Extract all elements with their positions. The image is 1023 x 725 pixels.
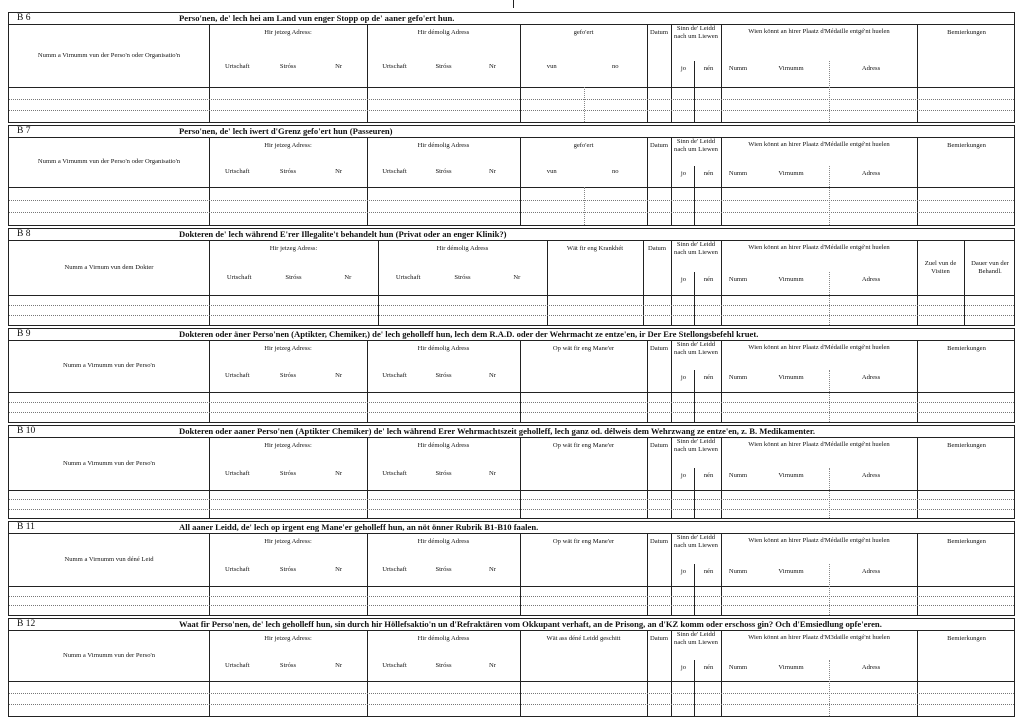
entry-row-line[interactable] — [9, 305, 1014, 306]
medal-address-subheader: Adress — [861, 170, 881, 177]
entry-row-line[interactable] — [9, 596, 1014, 597]
section-title: Dokteren oder aaner Perso'nen (Aptikter Chemiker) de' lech während Erer Wehrmachtszeit geholleff, lech ganz od. délweis dem Wehrzwang ze entze'en, z. B. Medikamenter. — [179, 426, 816, 436]
medal-header: Wien könnt an hirer Plaatz d'Médaille entgé'nt huelen — [748, 537, 890, 544]
nr-subheader: Nr — [489, 168, 496, 175]
section-table — [9, 533, 1014, 615]
alive-header: Sinn de' Leidd nach um Liewen — [674, 631, 718, 646]
street-subheader: Stróss — [435, 662, 452, 669]
nr-subheader: Nr — [335, 470, 343, 477]
medal-firstname-subheader: Virnumm — [778, 276, 804, 283]
date-header: Datum — [650, 538, 668, 545]
current-address-header: Hir jetzeg Adress: — [264, 442, 312, 449]
section-b8 — [8, 228, 1015, 326]
street-subheader: Stróss — [435, 372, 452, 379]
column-divider — [547, 240, 548, 325]
name-column-header: Numm a Virnumm vun der Perso'n — [62, 460, 156, 467]
town-subheader: Urtschaft — [382, 63, 407, 70]
header-divider — [9, 187, 1014, 188]
medal-name-subheader: Numm — [728, 65, 748, 72]
street-subheader: Stróss — [435, 566, 452, 573]
column-divider — [520, 437, 521, 518]
manner-header: Wät ass déné Leidd geschitt — [546, 635, 621, 642]
medal-address-subheader: Adress — [861, 664, 881, 671]
street-subheader: Stróss — [279, 662, 297, 669]
manner-header: Wät fir eng Krankhét — [566, 245, 624, 252]
column-divider — [721, 340, 722, 422]
alive-divider — [694, 166, 695, 225]
alive-divider — [694, 564, 695, 615]
remarks-header: Bemierkungen — [947, 142, 986, 149]
former-address-header: Hir démolig Adress — [417, 142, 470, 149]
remarks-header: Bemierkungen — [947, 29, 986, 36]
date-header: Datum — [650, 635, 668, 642]
column-divider — [520, 533, 521, 615]
column-divider — [520, 24, 521, 122]
section-title: Waat fir Perso'nen, de' lech geholleff hun, sin durch hir Höllefsaktio'n un d'Refraktären vom Okkupant verhaft, an de Prisong, an d'KZ komm oder erschoss gin? Och d'Emsiedlung opfe'eren. — [179, 619, 882, 629]
medal-firstname-subheader: Virnumm — [778, 472, 804, 479]
nr-subheader: Nr — [489, 662, 496, 669]
current-address-header: Hir jetzeg Adress: — [264, 345, 312, 352]
section-code: B 6 — [17, 13, 31, 23]
medal-address-subheader: Adress — [861, 374, 881, 381]
nr-subheader: Nr — [344, 274, 352, 281]
alive-no-subheader: nén — [703, 65, 714, 72]
alive-header: Sinn de' Leidd nach um Liewen — [674, 341, 718, 356]
manner-header: Op wät fir eng Mane'er — [552, 442, 615, 449]
column-divider — [917, 240, 918, 325]
entry-row-line[interactable] — [9, 402, 1014, 403]
remarks-header: Bemierkungen — [947, 538, 986, 545]
column-divider — [378, 240, 379, 325]
town-subheader: Urtschaft — [225, 63, 250, 70]
date-header: Datum — [650, 345, 668, 352]
medal-address-subheader: Adress — [861, 472, 881, 479]
page-top-mark — [513, 0, 514, 8]
street-subheader: Stróss — [279, 470, 297, 477]
section-code: B 7 — [17, 126, 31, 136]
former-address-header: Hir démolig Adress — [417, 538, 470, 545]
street-subheader: Stróss — [435, 168, 452, 175]
nr-subheader: Nr — [489, 566, 496, 573]
section-b6 — [8, 12, 1015, 123]
header-divider — [9, 586, 1014, 587]
street-subheader: Stróss — [454, 274, 471, 281]
current-address-header: Hir jetzeg Adress: — [264, 142, 312, 149]
former-address-header: Hir démolig Adress — [417, 29, 470, 36]
nr-subheader: Nr — [335, 566, 343, 573]
remarks-header: Bemierkungen — [947, 635, 986, 642]
column-divider — [671, 24, 672, 122]
section-table — [9, 240, 1014, 325]
manner-header: Op wät fir eng Mane'er — [552, 345, 615, 352]
nr-subheader: Nr — [335, 372, 343, 379]
date-header: Datum — [650, 442, 668, 449]
medal-header: Wien könnt an hirer Plaatz d'Médaille entgé'nt huelen — [748, 141, 890, 148]
alive-header: Sinn de' Leidd nach um Liewen — [674, 241, 718, 256]
medal-divider — [829, 166, 830, 225]
column-divider — [721, 240, 722, 325]
medal-name-subheader: Numm — [728, 664, 748, 671]
section-title: Dokteren de' lech während E'rer Illegalite't behandelt hun (Privat oder an enger Klinik?) — [179, 229, 507, 239]
alive-no-subheader: nén — [703, 664, 714, 671]
name-column-header: Numm a Virnum vun dem Dokter — [64, 264, 154, 271]
nr-subheader: Nr — [489, 470, 496, 477]
alive-yes-subheader: jo — [680, 374, 687, 381]
town-subheader: Urtschaft — [225, 566, 250, 573]
street-subheader: Stróss — [435, 63, 452, 70]
medal-header: Wien könnt an hirer Plaatz d'Médaille entgé'nt huelen — [748, 441, 890, 448]
transport-from-subheader: vun — [546, 63, 557, 70]
header-divider — [9, 87, 1014, 88]
medal-firstname-subheader: Virnumm — [778, 664, 804, 671]
transport-to-subheader: no — [611, 63, 619, 70]
transport-from-subheader: vun — [546, 168, 557, 175]
alive-no-subheader: nén — [703, 276, 714, 283]
alive-yes-subheader: jo — [680, 568, 687, 575]
nr-subheader: Nr — [513, 274, 521, 281]
alive-no-subheader: nén — [703, 568, 714, 575]
medal-divider — [829, 468, 830, 518]
street-subheader: Stróss — [279, 168, 297, 175]
medal-name-subheader: Numm — [728, 472, 748, 479]
alive-yes-subheader: jo — [680, 664, 687, 671]
section-code: B 10 — [17, 426, 36, 436]
section-table — [9, 24, 1014, 122]
current-address-header: Hir jetzeg Adress: — [264, 635, 312, 642]
section-code: B 11 — [17, 522, 35, 532]
alive-yes-subheader: jo — [680, 276, 687, 283]
transport-divider — [584, 187, 585, 225]
nr-subheader: Nr — [489, 372, 496, 379]
street-subheader: Stróss — [279, 372, 297, 379]
column-divider — [209, 24, 210, 122]
town-subheader: Urtschaft — [395, 274, 421, 281]
name-column-header: Numm a Virnumm vun der Perso'n oder Organisatio'n — [37, 52, 181, 59]
alive-header: Sinn de' Leidd nach um Liewen — [674, 534, 718, 549]
street-subheader: Stróss — [285, 274, 302, 281]
current-address-header: Hir jetzeg Adress: — [264, 538, 312, 545]
date-header: Datum — [650, 142, 668, 149]
column-divider — [643, 240, 644, 325]
entry-row-line[interactable] — [9, 704, 1014, 705]
visits-header: Zuel vun de Visiten — [924, 260, 957, 275]
town-subheader: Urtschaft — [382, 662, 407, 669]
medal-name-subheader: Numm — [728, 374, 748, 381]
entry-row-line[interactable] — [9, 605, 1014, 606]
alive-yes-subheader: jo — [680, 472, 687, 479]
town-subheader: Urtschaft — [225, 168, 250, 175]
section-b7 — [8, 125, 1015, 226]
alive-yes-subheader: jo — [680, 65, 687, 72]
name-column-header: Numm a Virnumm vun der Perso'n oder Organisatio'n — [37, 158, 181, 165]
section-code: B 12 — [17, 619, 36, 629]
alive-no-subheader: nén — [703, 472, 714, 479]
alive-divider — [694, 61, 695, 122]
alive-header: Sinn de' Leidd nach um Liewen — [674, 138, 718, 153]
alive-yes-subheader: jo — [680, 170, 687, 177]
section-title: All aaner Leidd, de' lech op irgent eng Mane'er geholleff hun, an nöt önner Rubrik B1-B10 faalen. — [179, 522, 539, 532]
entry-row-line[interactable] — [9, 200, 1014, 201]
entry-row-line[interactable] — [9, 99, 1014, 100]
alive-header: Sinn de' Leidd nach um Liewen — [674, 25, 718, 40]
street-subheader: Stróss — [279, 63, 297, 70]
former-address-header: Hir démolig Adress — [417, 635, 470, 642]
entry-row-line[interactable] — [9, 110, 1014, 111]
column-divider — [721, 24, 722, 122]
entry-row-line[interactable] — [9, 315, 1014, 316]
street-subheader: Stróss — [435, 470, 452, 477]
town-subheader: Urtschaft — [382, 470, 407, 477]
name-column-header: Numm a Virnumm vun déné Leid — [64, 556, 154, 563]
town-subheader: Urtschaft — [225, 372, 250, 379]
remarks-header: Bemierkungen — [947, 442, 986, 449]
alive-no-subheader: nén — [703, 374, 714, 381]
medal-divider — [829, 61, 830, 122]
section-title: Perso'nen, de' lech hei am Land vun enger Stopp op de' aaner gefo'ert hun. — [179, 13, 455, 23]
nr-subheader: Nr — [335, 168, 343, 175]
current-address-header: Hir jetzeg Adress: — [264, 29, 312, 36]
alive-header: Sinn de' Leidd nach um Liewen — [674, 438, 718, 453]
town-subheader: Urtschaft — [226, 274, 252, 281]
date-header: Datum — [650, 29, 668, 36]
header-divider — [9, 392, 1014, 393]
medal-address-subheader: Adress — [861, 276, 881, 283]
column-divider — [721, 437, 722, 518]
medal-header: Wien könnt an hirer Plaatz d'Médaille entgé'nt huelen — [748, 244, 890, 251]
column-divider — [367, 24, 368, 122]
header-divider — [9, 295, 1014, 296]
column-divider — [647, 24, 648, 122]
medal-divider — [829, 660, 830, 716]
name-column-header: Numm a Virnumm vun der Perso'n — [62, 652, 156, 659]
medal-firstname-subheader: Virnumm — [778, 170, 804, 177]
medal-divider — [829, 370, 830, 422]
column-divider — [964, 240, 965, 325]
alive-divider — [694, 370, 695, 422]
entry-row-line[interactable] — [9, 212, 1014, 213]
medal-divider — [829, 564, 830, 615]
former-address-header: Hir démolig Adress — [417, 442, 470, 449]
medal-header: Wien könnt an hirer Plaatz d'M3daille entgé'nt huelen — [748, 634, 890, 641]
medal-firstname-subheader: Virnumm — [778, 374, 804, 381]
town-subheader: Urtschaft — [382, 372, 407, 379]
name-column-header: Numm a Virnumm vun der Perso'n — [62, 362, 156, 369]
duration-header: Dauer vun der Behandl. — [971, 260, 1009, 275]
section-table — [9, 340, 1014, 422]
nr-subheader: Nr — [489, 63, 496, 70]
section-title: Perso'nen, de' lech iwert d'Grenz gefo'ert hun (Passeuren) — [179, 126, 393, 136]
remarks-header: Bemierkungen — [947, 345, 986, 352]
medal-firstname-subheader: Virnumm — [778, 568, 804, 575]
medal-name-subheader: Numm — [728, 276, 748, 283]
medal-header: Wien könnt an hirer Plaatz d'Médaille entgé'nt huelen — [748, 28, 890, 35]
section-title: Dokteren oder äner Perso'nen (Aptikter, Chemiker,) de' lech geholleff hun, lech dem R.A.D. oder der Wehrmacht ze entze'en, ir Der Ere Stellongsbefehl kruet. — [179, 329, 759, 339]
medal-name-subheader: Numm — [728, 568, 748, 575]
former-address-header: Hir démolig Adress — [417, 345, 470, 352]
alive-no-subheader: nén — [703, 170, 714, 177]
entry-row-line[interactable] — [9, 509, 1014, 510]
nr-subheader: Nr — [335, 662, 343, 669]
alive-divider — [694, 468, 695, 518]
date-header: Datum — [648, 245, 666, 252]
section-code: B 8 — [17, 229, 31, 239]
section-table — [9, 437, 1014, 518]
header-divider — [9, 681, 1014, 682]
column-divider — [520, 340, 521, 422]
section-b9 — [8, 328, 1015, 423]
alive-divider — [694, 660, 695, 716]
column-divider — [209, 240, 210, 325]
column-divider — [917, 24, 918, 122]
medal-address-subheader: Adress — [861, 65, 881, 72]
section-b10 — [8, 425, 1015, 519]
transport-divider — [584, 87, 585, 122]
transport-header: gefo'ert — [573, 142, 594, 149]
alive-divider — [694, 272, 695, 325]
section-table — [9, 137, 1014, 225]
town-subheader: Urtschaft — [382, 566, 407, 573]
manner-header: Op wät fir eng Mane'er — [552, 538, 615, 545]
medal-firstname-subheader: Virnumm — [778, 65, 804, 72]
town-subheader: Urtschaft — [382, 168, 407, 175]
former-address-header: Hir démolig Adress — [436, 245, 489, 252]
entry-row-line[interactable] — [9, 693, 1014, 694]
town-subheader: Urtschaft — [225, 662, 250, 669]
transport-to-subheader: no — [611, 168, 619, 175]
town-subheader: Urtschaft — [225, 470, 250, 477]
column-divider — [721, 533, 722, 615]
medal-header: Wien könnt an hirer Plaatz d'Médaille entgé'nt huelen — [748, 344, 890, 351]
medal-divider — [829, 272, 830, 325]
section-table — [9, 630, 1014, 716]
header-divider — [9, 490, 1014, 491]
medal-name-subheader: Numm — [728, 170, 748, 177]
section-b11 — [8, 521, 1015, 616]
street-subheader: Stróss — [279, 566, 297, 573]
current-address-header: Hir jetzeg Adress: — [269, 245, 318, 252]
section-b12 — [8, 618, 1015, 717]
transport-header: gefo'ert — [573, 29, 594, 36]
entry-row-line[interactable] — [9, 412, 1014, 413]
medal-address-subheader: Adress — [861, 568, 881, 575]
entry-row-line[interactable] — [9, 499, 1014, 500]
nr-subheader: Nr — [335, 63, 343, 70]
section-code: B 9 — [17, 329, 31, 339]
